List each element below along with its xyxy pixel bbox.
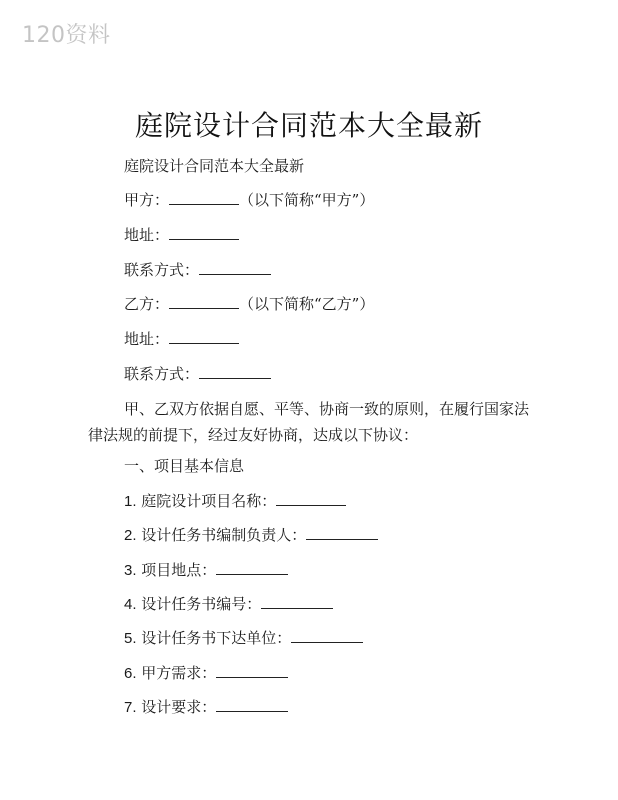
list-item: [124, 628, 363, 649]
list-item-label: 庭院设计项目名称：: [141, 492, 277, 510]
party-b-address-label: 地址：: [124, 330, 170, 348]
list-item-number: 2.: [124, 527, 137, 544]
party-a-contact-label: 联系方式：: [124, 261, 200, 279]
list-item: [124, 697, 288, 718]
list-item: [124, 560, 288, 581]
list-item-label: 设计任务书编号：: [141, 595, 262, 613]
party-a-label: 甲方：: [124, 191, 170, 209]
party-b-contact-line: [124, 364, 271, 384]
list-item-blank: [291, 628, 363, 643]
list-item-blank: [216, 663, 288, 678]
list-item: [124, 594, 333, 615]
party-b-line: [124, 294, 374, 314]
list-item-number: 7.: [124, 699, 137, 716]
party-b-address-blank: [169, 329, 239, 344]
party-b-blank: [169, 294, 239, 309]
list-item-number: 6.: [124, 665, 137, 682]
list-item-label: 设计任务书下达单位：: [141, 629, 292, 647]
list-item-blank: [216, 697, 288, 712]
list-item-number: 1.: [124, 493, 137, 510]
list-item-label: 甲方需求：: [141, 664, 217, 682]
list-item-label: 项目地点：: [141, 561, 217, 579]
list-item: [124, 491, 346, 512]
party-b-contact-label: 联系方式：: [124, 365, 200, 383]
list-item-blank: [261, 594, 333, 609]
party-a-address-line: [124, 225, 239, 245]
party-a-contact-line: [124, 260, 271, 280]
document-subtitle: 庭院设计合同范本大全最新: [124, 157, 305, 175]
party-a-blank: [169, 190, 239, 205]
party-b-label: 乙方：: [124, 295, 170, 313]
section1-heading: 一、项目基本信息: [124, 457, 245, 475]
list-item-blank: [276, 491, 346, 506]
list-item-blank: [306, 525, 378, 540]
list-item-label: 设计任务书编制负责人：: [141, 526, 307, 544]
party-b-contact-blank: [199, 364, 271, 379]
party-b-note: （以下简称“乙方”）: [239, 295, 375, 313]
party-a-note: （以下简称“甲方”）: [239, 191, 375, 209]
list-item-label: 设计要求：: [141, 698, 217, 716]
list-item: [124, 525, 378, 546]
document-title: 庭院设计合同范本大全最新: [134, 109, 483, 142]
party-a-line: [124, 190, 374, 210]
list-item-number: 3.: [124, 562, 137, 579]
watermark: 120资料: [22, 23, 111, 48]
party-b-address-line: [124, 329, 239, 349]
list-item: [124, 663, 288, 684]
intro-paragraph: 甲、乙双方依据自愿、平等、协商一致的原则，在履行国家法律法规的前提下，经过友好协商，达成以下协议：: [88, 400, 530, 444]
party-a-contact-blank: [199, 260, 271, 275]
list-item-blank: [216, 560, 288, 575]
party-a-address-blank: [169, 225, 239, 240]
party-a-address-label: 地址：: [124, 226, 170, 244]
list-item-number: 4.: [124, 596, 137, 613]
list-item-number: 5.: [124, 630, 137, 647]
